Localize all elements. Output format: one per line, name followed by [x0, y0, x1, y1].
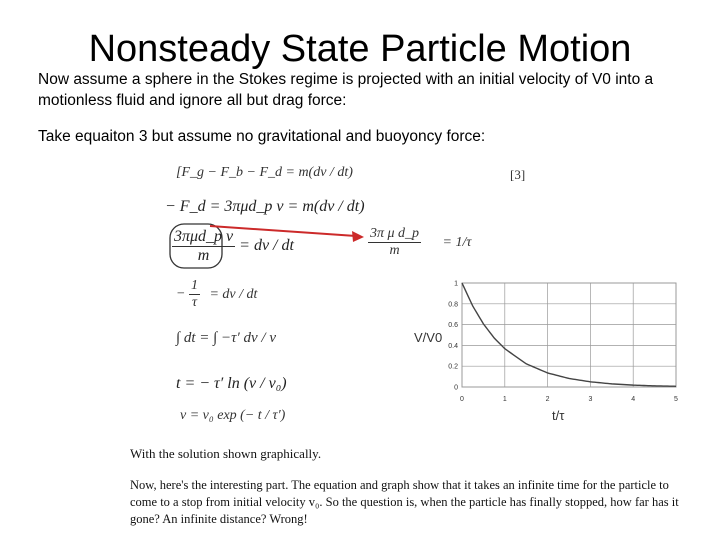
x-tick-label: 1: [502, 396, 507, 403]
step3-numerator: 1: [190, 278, 198, 293]
step-denominator: m: [197, 247, 210, 264]
y-tick-label: 0.8: [448, 301, 458, 309]
log-solution: t = − τ′ ln (v / v₀): [176, 375, 287, 392]
equation-3-ref: [3]: [510, 167, 526, 182]
exponential-solution: v = v₀ exp (− t / τ′): [180, 408, 286, 423]
step3-rhs: = dv / dt: [209, 286, 258, 302]
y-tick-label: 0.6: [448, 322, 458, 330]
equation-3: [F_g − F_b − F_d = m(dv / dt): [176, 165, 353, 180]
y-tick-label: 0.2: [448, 363, 458, 371]
solution-caption: With the solution shown graphically.: [130, 446, 322, 461]
x-tick-label: 5: [674, 396, 678, 403]
x-tick-label: 4: [631, 396, 636, 403]
plot-frame: [462, 283, 676, 387]
integral-equation: ∫ dt = ∫ −τ′ dv / v: [176, 330, 277, 346]
velocity-rate-step: − $\frac{1}{\tau}$ = dv / dt: [176, 278, 258, 310]
x-tick-label: 3: [588, 396, 593, 403]
y-tick-label: 1: [454, 280, 458, 288]
slide-title: Nonsteady State Particle Motion: [88, 28, 632, 70]
chart-y-label: V/V0: [414, 330, 443, 345]
y-tick-label: 0: [454, 384, 458, 392]
chart-x-label: t/τ: [552, 408, 565, 423]
step3-denominator: τ: [191, 295, 197, 310]
tau-numerator: 3π μ d_p: [370, 226, 420, 241]
decay-curve: [462, 283, 676, 386]
discussion-text: Now, here's the interesting part. The equation and graph show that it takes an infinite time for the particle to come to a stop from initial velocity v₀. So the question is, when the particle has finally stopped, how far has it gone? An infinite distance? Wrong!: [130, 478, 679, 526]
instruction-text: Take equaiton 3 but assume no gravitational and buoyoncy force:: [38, 128, 486, 145]
step-numerator: 3πμd_p v: [174, 228, 234, 245]
tau-rhs: = 1/τ: [442, 234, 472, 250]
highlight-circle: [170, 224, 222, 268]
decay-chart: [440, 275, 690, 425]
intro-text: Now assume a sphere in the Stokes regime is projected with an initial velocity of V0 into a motionless fluid and ignore all but drag force:: [38, 71, 654, 109]
x-tick-label: 0: [460, 396, 464, 403]
step-rhs: = dv / dt: [239, 237, 294, 255]
stokes-drag-equation: − F_d = 3πμd_p v = m(dv / dt): [165, 198, 365, 215]
arrow-head: [352, 231, 364, 242]
x-tick-label: 2: [545, 396, 550, 403]
y-tick-label: 0.4: [448, 342, 458, 350]
tau-denominator: m: [389, 243, 400, 258]
arrow-line: [210, 226, 356, 236]
